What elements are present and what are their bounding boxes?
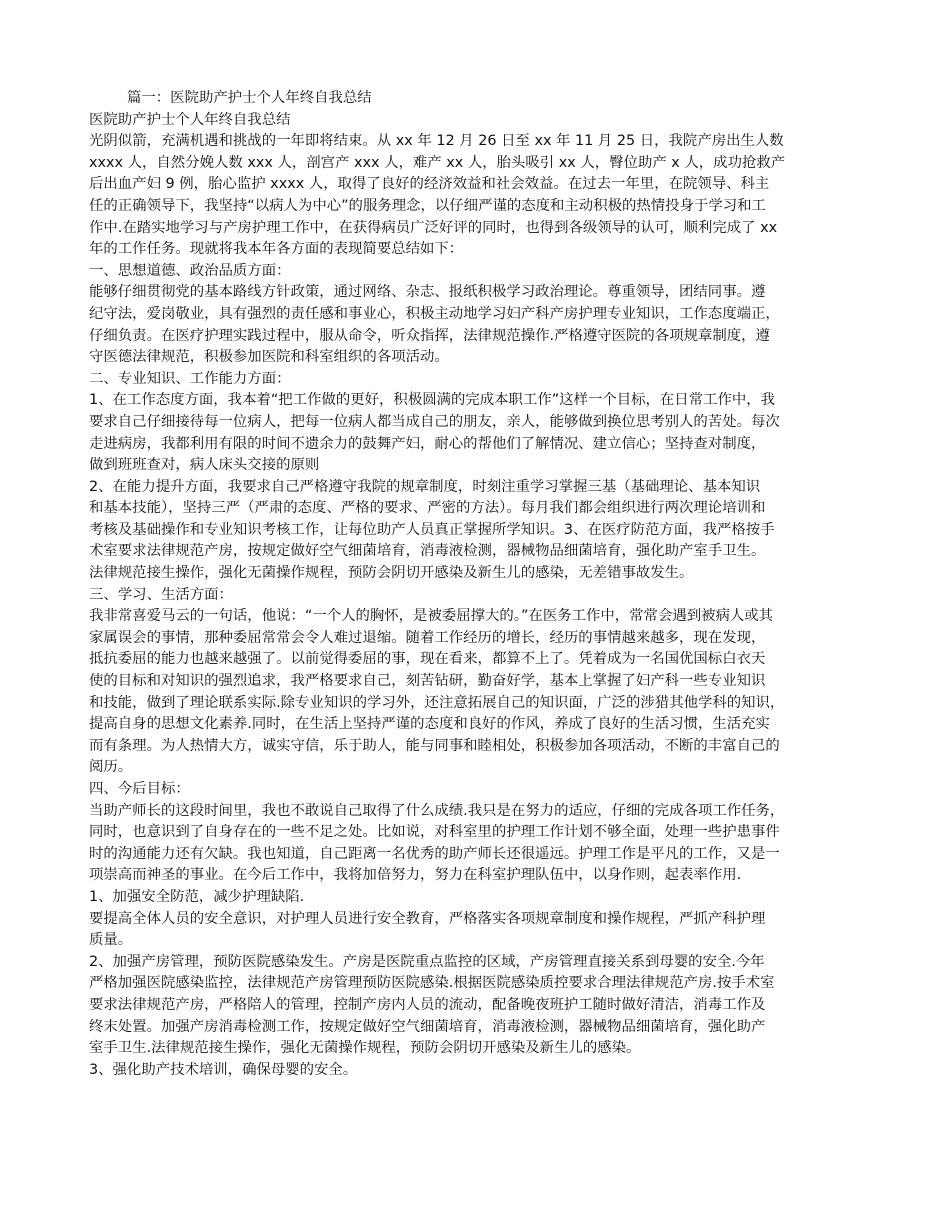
document-body	[89, 110, 869, 1082]
text-line: 仔细负责。在医疗护理实践过程中，服从命令，听众指挥，法律规范操作.严格遵守医院的各项规章制度，遵	[89, 327, 770, 344]
text-line: 任的正确领导下，我坚持“以病人为中心”的服务理念，以仔细严谨的态度和主动积极的热情投身于学习和工	[89, 197, 766, 214]
text-line: 终末处置。加强产房消毒检测工作，按规定做好空气细菌培育，消毒液检测，器械物品细菌培育，强化助产	[89, 1018, 766, 1035]
text-line: 走进病房，我都利用有限的时间不遗余力的鼓舞产妇，耐心的帮他们了解情况、建立信心；坚持查对制度，	[89, 435, 766, 452]
text-line: 和基本技能），坚持三严（严肃的态度、严格的要求、严密的方法）。每月我们都会组织进行两次理论培训和	[89, 500, 766, 517]
text-line: 而有条理。为人热情大方，诚实守信，乐于助人，能与同事和睦相处，积极参加各项活动，不断的丰富自己的	[89, 737, 780, 754]
text-line: 和技能，做到了理论联系实际.除专业知识的学习外，还注意拓展自己的知识面，广泛的涉猎其他学科的知识，	[89, 694, 785, 711]
text-line: 要提高全体人员的安全意识，对护理人员进行安全教育，严格落实各项规章制度和操作规程，严抓产科护理	[89, 910, 766, 927]
text-line: 术室要求法律规范产房，按规定做好空气细菌培育，消毒液检测，器械物品细菌培育，强化助产室手卫生。	[89, 543, 766, 560]
text-line: 2、加强产房管理，预防医院感染发生。产房是医院重点监控的区域，产房管理直接关系到母婴的安全.今年	[89, 953, 765, 970]
text-line: 要求法律规范产房，严格陪人的管理，控制产房内人员的流动，配备晚夜班护工随时做好清洁，消毒工作及	[89, 996, 766, 1013]
text-line: 我非常喜爱马云的一句话，他说：“一个人的胸怀，是被委屈撑大的。”在医务工作中，常常会遇到被病人或其	[89, 608, 774, 625]
text-line: 三、学习、生活方面：	[89, 586, 233, 603]
text-line: 家属误会的事情，那种委屈常常会令人难过退缩。随着工作经历的增长，经历的事情越来越多，现在发现，	[89, 629, 766, 646]
text-line: 四、今后目标：	[89, 781, 190, 797]
text-line: 提高自身的思想文化素养.同时，在生活上坚持严谨的态度和良好的作风，养成了良好的生活习惯，生活充实	[89, 716, 770, 733]
text-line: 阅历。	[89, 759, 133, 776]
text-line: xxxx 人，自然分娩人数 xxx 人，剖宫产 xxx 人，难产 xx 人，胎头吸引 xx 人，臀位助产 x 人，成功抢救产	[89, 154, 786, 171]
text-line: 一、思想道德、政治品质方面：	[89, 262, 291, 279]
text-line: 严格加强医院感染监控，法律规范产房管理预防医院感染.根据医院感染质控要求合理法律规范产房.按手术室	[89, 975, 775, 992]
text-line: 光阴似箭，充满机遇和挑战的一年即将结束。从 xx 年 12 月 26 日至 xx 年 11 月 25 日，我院产房出生人数	[89, 133, 784, 150]
text-line: 1、加强安全防范，减少护理缺陷.	[89, 888, 305, 905]
text-line: 项崇高而神圣的事业。在今后工作中，我将加倍努力，努力在科室护理队伍中，以身作则，起表率作用.	[89, 867, 742, 884]
text-line: 1、在工作态度方面，我本着“把工作做的更好，积极圆满的完成本职工作”这样一个目标，在日常工作中，我	[89, 392, 776, 409]
document-page	[89, 88, 869, 1081]
text-line: 做到班班查对，病人床头交接的原则	[89, 457, 320, 474]
text-line: 使的目标和对知识的强烈追求，我严格要求自己，刻苦钻研，勤奋好学，基本上掌握了妇产科一些专业知识	[89, 673, 766, 690]
text-line: 时的沟通能力还有欠缺。我也知道，自己距离一名优秀的助产师长还很遥远。护理工作是平凡的工作，又是一	[89, 845, 780, 862]
text-line: 室手卫生.法律规范接生操作，强化无菌操作规程，预防会阴切开感染及新生儿的感染。	[89, 1040, 641, 1057]
text-line: 二、专业知识、工作能力方面：	[89, 370, 291, 387]
document-heading: 篇一：医院助产护士个人年终自我总结	[127, 90, 372, 106]
text-line: 同时，也意识到了自身存在的一些不足之处。比如说，对科室里的护理工作计划不够全面，处理一些护患事件	[89, 824, 780, 841]
text-line: 能够仔细贯彻党的基本路线方针政策，通过网络、杂志、报纸积极学习政治理论。尊重领导，团结同事。遵	[89, 284, 766, 301]
text-line: 要求自己仔细接待每一位病人，把每一位病人都当成自己的朋友，亲人，能够做到换位思考别人的苦处。每次	[89, 413, 780, 430]
text-line: 医院助产护士个人年终自我总结	[89, 111, 291, 128]
text-line: 2、在能力提升方面，我要求自己严格遵守我院的规章制度，时刻注重学习掌握三基（基础理论、基本知识	[89, 478, 761, 495]
text-line: 质量。	[89, 932, 133, 949]
text-line: 考核及基础操作和专业知识考核工作，让每位助产人员真正掌握所学知识。3、在医疗防范方面，我严格按手	[89, 521, 775, 538]
text-line: 抵抗委屈的能力也越来越强了。以前觉得委屈的事，现在看来，都算不上了。凭着成为一名国优国标白衣天	[89, 651, 766, 668]
text-line: 后出血产妇 9 例，胎心监护 xxxx 人，取得了良好的经济效益和社会效益。在过去一年里，在院领导、科主	[89, 176, 770, 193]
text-line: 守医德法律规范，积极参加医院和科室组织的各项活动。	[89, 349, 449, 366]
text-line: 年的工作任务。现就将我本年各方面的表现简要总结如下：	[89, 241, 464, 258]
text-line: 法律规范接生操作，强化无菌操作规程，预防会阴切开感染及新生儿的感染，无差错事故发生。	[89, 565, 694, 582]
text-line: 3、强化助产技术培训，确保母婴的安全。	[89, 1061, 358, 1078]
text-line: 当助产师长的这段时间里，我也不敢说自己取得了什么成绩.我只是在努力的适应，仔细的完成各项工作任务，	[89, 802, 785, 819]
text-line: 纪守法，爱岗敬业，具有强烈的责任感和事业心，积极主动地学习妇产科产房护理专业知识，工作态度端正，	[89, 305, 780, 322]
text-line: 作中.在踏实地学习与产房护理工作中，在获得病员广泛好评的同时，也得到各级领导的认可，顺利完成了 xx	[89, 219, 778, 236]
